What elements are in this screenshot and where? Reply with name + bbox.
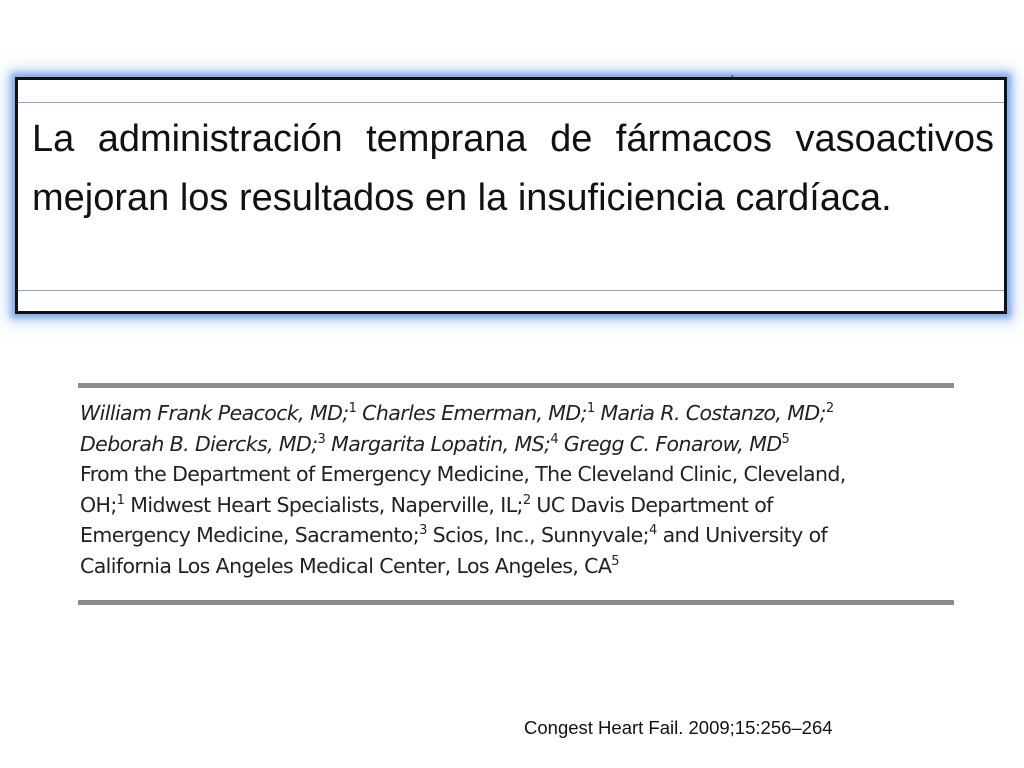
author-block-bottom-rule xyxy=(78,600,954,605)
citation: Congest Heart Fail. 2009;15:256–264 xyxy=(524,717,833,738)
affiliation-line-3 xyxy=(80,520,950,551)
author-name: Margarita Lopatin, MS; xyxy=(325,431,551,456)
author-name: William Frank Peacock, MD; xyxy=(80,401,349,425)
statement-bottom-rule xyxy=(18,290,1004,291)
authors-line-2 xyxy=(80,429,950,460)
affiliation-line-2 xyxy=(80,490,950,521)
affiliation-superscript: 2 xyxy=(522,492,531,508)
affiliation-superscript: 5 xyxy=(611,553,619,569)
affiliation-line-1: From the Department of Emergency Medicine, The Cleveland Clinic, Cleveland, xyxy=(80,462,846,486)
affiliation-text: California Los Angeles Medical Center, Los Angeles, CA xyxy=(80,553,612,578)
author-superscript: 2 xyxy=(825,401,834,416)
affiliation-superscript: 1 xyxy=(116,492,125,508)
author-superscript: 1 xyxy=(586,401,595,416)
affiliation-text: UC Davis Department of xyxy=(530,492,773,517)
affiliation-superscript: 4 xyxy=(648,523,657,538)
author-affiliation-block xyxy=(78,383,954,607)
author-superscript: 3 xyxy=(317,431,326,447)
statement-text: La administración temprana de fármacos vasoactivos mejoran los resultados en la insuficiencia cardíaca. xyxy=(32,118,994,219)
affiliation-superscript: 3 xyxy=(419,523,427,538)
author-superscript: 1 xyxy=(348,401,357,416)
author-superscript: 4 xyxy=(550,431,558,447)
statement-box xyxy=(15,74,1007,314)
affiliation-text: Emergency Medicine, Sacramento; xyxy=(80,523,420,547)
author-name: Gregg C. Fonarow, MD xyxy=(557,431,782,456)
affiliation-text: Midwest Heart Specialists, Naperville, IL; xyxy=(124,492,523,517)
statement-tick-mark: ` xyxy=(730,74,736,91)
affiliation-text: Scios, Inc., Sunnyvale; xyxy=(426,523,649,547)
authors-line-1 xyxy=(80,398,950,429)
author-name: Maria R. Costanzo, MD; xyxy=(594,401,826,425)
affiliation-line-4 xyxy=(80,551,950,582)
author-superscript: 5 xyxy=(781,431,790,447)
author-name: Deborah B. Diercks, MD; xyxy=(80,431,318,456)
author-lines xyxy=(80,398,950,581)
affiliation-text: OH; xyxy=(80,492,117,517)
affiliation-text: and University of xyxy=(656,523,828,547)
statement-top-rule xyxy=(18,102,1004,103)
author-block-top-rule xyxy=(78,383,954,388)
author-name: Charles Emerman, MD; xyxy=(356,401,587,425)
